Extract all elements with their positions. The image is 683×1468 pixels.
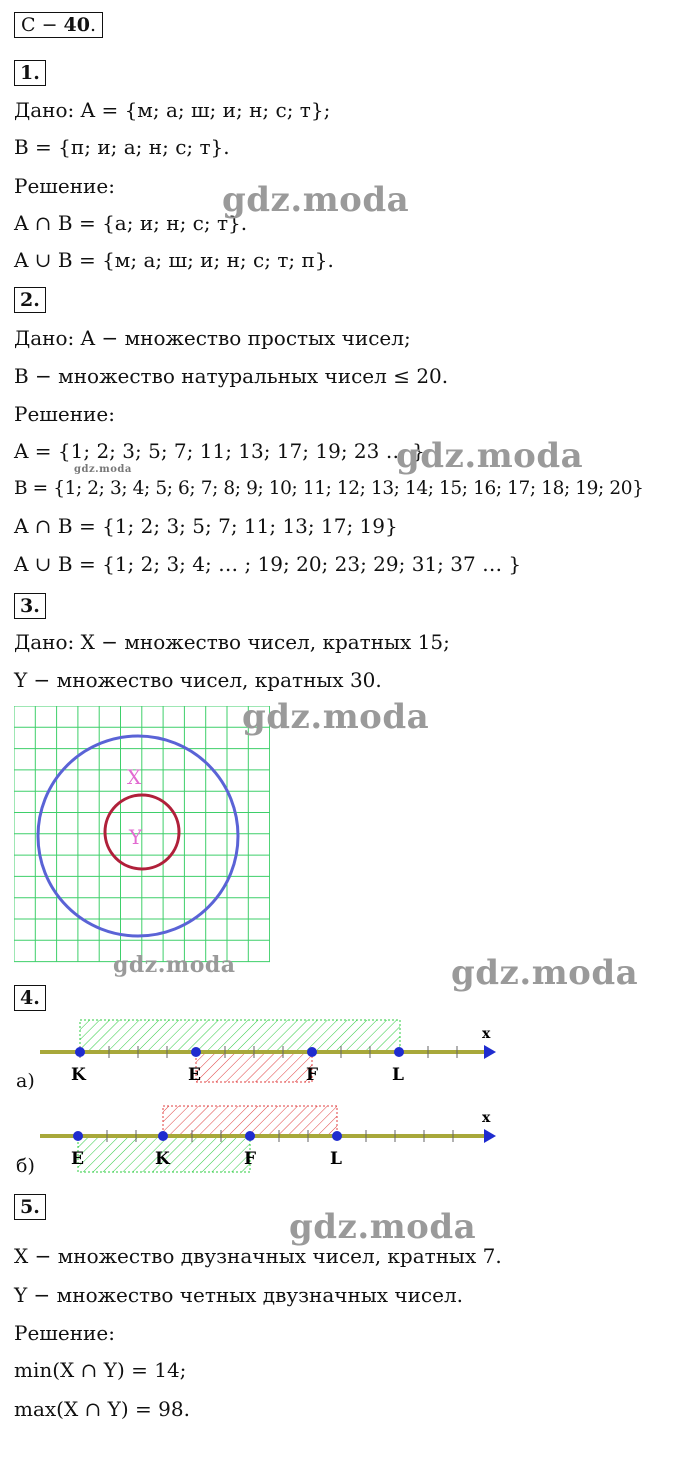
task-1-solution-label: Решение: xyxy=(14,174,115,198)
point-k xyxy=(158,1131,168,1141)
label-b: б) xyxy=(16,1155,35,1177)
point-l xyxy=(332,1131,342,1141)
task-3-given-y: Y − множество чисел, кратных 30. xyxy=(14,668,382,692)
task-2-number: 2. xyxy=(14,287,46,313)
section-header xyxy=(14,12,103,38)
point-label-k: K xyxy=(155,1149,170,1169)
number-line-a xyxy=(36,1014,506,1089)
point-label-f: F xyxy=(244,1149,257,1169)
watermark: gdz.moda xyxy=(113,952,236,978)
label-y: Y xyxy=(129,825,143,849)
watermark: gdz.moda xyxy=(451,953,639,993)
task-1-union: A ∪ B = {м; а; ш; и; н; с; т; п}. xyxy=(14,248,334,272)
watermark: gdz.moda xyxy=(289,1207,477,1247)
point-f xyxy=(307,1047,317,1057)
label-x: X xyxy=(127,765,142,789)
task-1-intersection: A ∩ B = {а; и; н; с; т}. xyxy=(14,211,248,235)
point-e xyxy=(191,1047,201,1057)
task-5-given-x: X − множество двузначных чисел, кратных 7. xyxy=(14,1244,502,1268)
task-2-set-b: B = {1; 2; 3; 4; 5; 6; 7; 8; 9; 10; 11; 12; 13; 14; 15; 16; 17; 18; 19; 20} xyxy=(14,478,644,499)
task-2-solution-label: Решение: xyxy=(14,402,115,426)
task-5-number: 5. xyxy=(14,1194,46,1220)
task-2-set-a: A = {1; 2; 3; 5; 7; 11; 13; 17; 19; 23 … } xyxy=(14,439,425,463)
point-label-e: E xyxy=(188,1065,201,1085)
task-5-max: max(X ∩ Y) = 98. xyxy=(14,1397,190,1421)
point-label-k: K xyxy=(71,1065,86,1085)
axis-arrow xyxy=(484,1129,496,1143)
task-5-solution-label: Решение: xyxy=(14,1321,115,1345)
point-l xyxy=(394,1047,404,1057)
point-k xyxy=(75,1047,85,1057)
point-label-f: F xyxy=(306,1065,319,1085)
task-1-given-a: Дано: A = {м; а; ш; и; н; с; т}; xyxy=(14,98,331,122)
point-label-e: E xyxy=(71,1149,84,1169)
task-1-number: 1. xyxy=(14,60,46,86)
watermark: gdz.moda xyxy=(242,697,430,737)
header-prefix: С − xyxy=(21,14,64,36)
watermark: gdz.moda xyxy=(396,436,584,476)
task-2-union: A ∪ B = {1; 2; 3; 4; … ; 19; 20; 23; 29; 31; 37 … } xyxy=(14,552,522,576)
watermark: gdz.moda xyxy=(74,464,132,475)
point-label-l: L xyxy=(392,1065,404,1085)
point-f xyxy=(245,1131,255,1141)
number-line-b xyxy=(36,1100,506,1175)
task-2-given-a: Дано: A − множество простых чисел; xyxy=(14,326,411,350)
axis-label: x xyxy=(482,1026,491,1042)
header-number: 40 xyxy=(63,14,90,36)
task-4-number: 4. xyxy=(14,985,46,1011)
green-hatch-region xyxy=(80,1020,400,1052)
task-2-intersection: A ∩ B = {1; 2; 3; 5; 7; 11; 13; 17; 19} xyxy=(14,514,398,538)
task-5-min: min(X ∩ Y) = 14; xyxy=(14,1358,187,1382)
axis-label: x xyxy=(482,1110,491,1126)
venn-diagram xyxy=(14,706,270,964)
task-2-given-b: B − множество натуральных чисел ≤ 20. xyxy=(14,364,449,388)
label-a: а) xyxy=(16,1070,35,1092)
task-5-given-y: Y − множество четных двузначных чисел. xyxy=(14,1283,464,1307)
point-label-l: L xyxy=(330,1149,342,1169)
header-dot: . xyxy=(90,14,97,36)
task-3-given-x: Дано: X − множество чисел, кратных 15; xyxy=(14,630,450,654)
task-3-number: 3. xyxy=(14,593,46,619)
task-1-given-b: B = {п; и; а; н; с; т}. xyxy=(14,135,230,159)
point-e xyxy=(73,1131,83,1141)
axis-arrow xyxy=(484,1045,496,1059)
watermark: gdz.moda xyxy=(222,180,410,220)
